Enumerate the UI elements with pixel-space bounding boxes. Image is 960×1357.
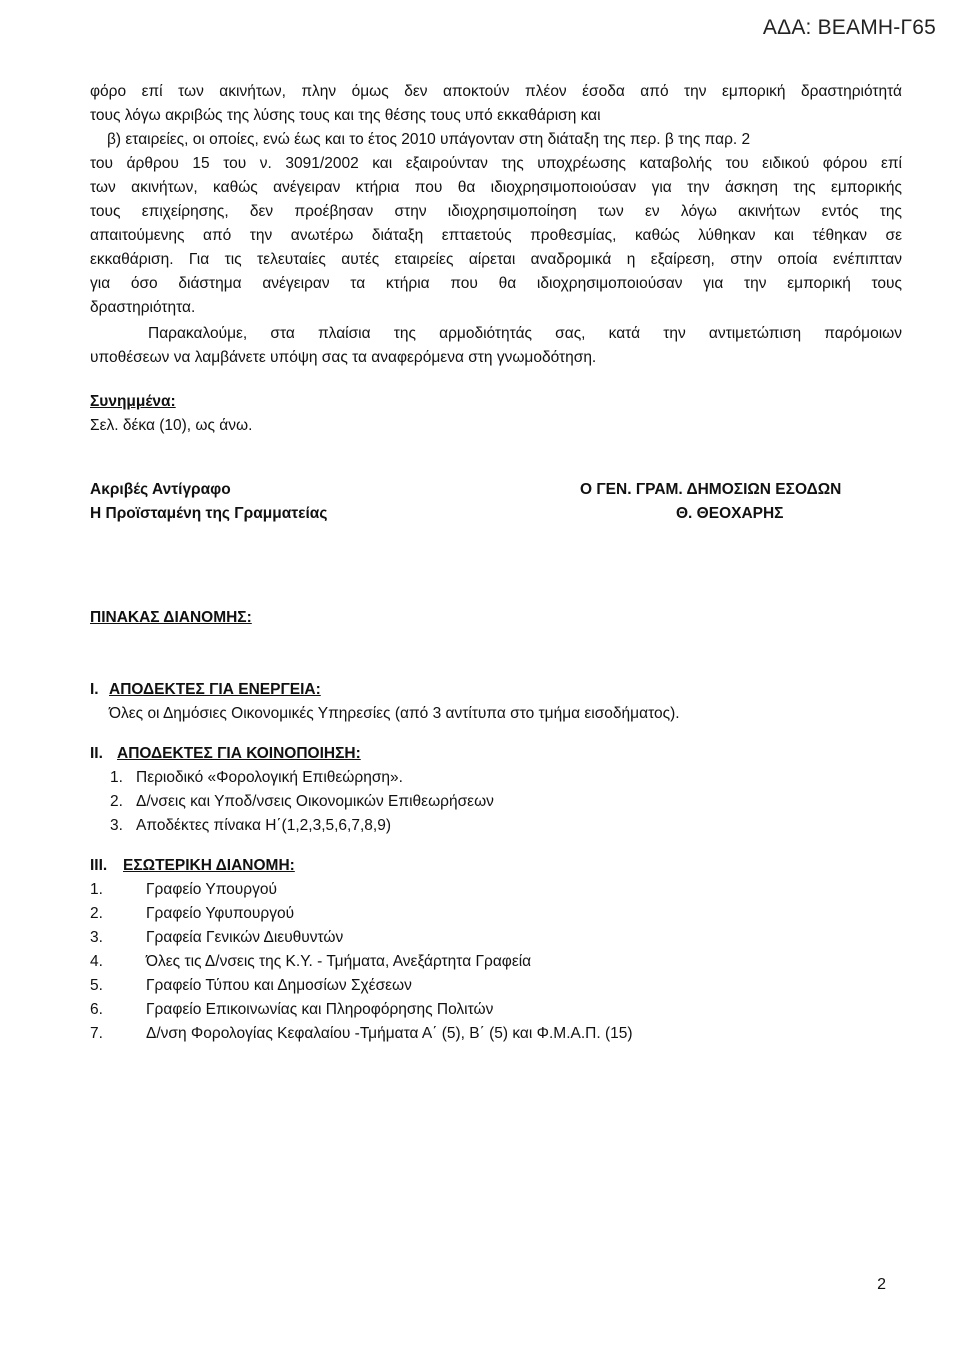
list-text: Δ/νση Φορολογίας Κεφαλαίου -Τμήματα Α΄ (5), Β΄ (5) και Φ.Μ.Α.Π. (15) [146,1025,633,1042]
list-item [90,998,902,1022]
section-number: III. [90,857,108,874]
paragraph-line: φόρο επί των ακινήτων, πλην όμως δεν αποκτούν πλέον έσοδα από την εμπορική δραστηριότητά [90,83,902,100]
distribution-title: ΠΙΝΑΚΑΣ ΔΙΑΝΟΜΗΣ: [90,609,252,626]
list-text: Αποδέκτες πίνακα Η΄(1,2,3,5,6,7,8,9) [136,817,391,834]
paragraph-line: τους λόγω ακριβώς της λύσης τους και της θέσης τους υπό εκκαθάριση και [90,107,601,124]
paragraph-line: των ακινήτων, καθώς ανέγειραν κτήρια που θα ιδιοχρησιμοποιούσαν για την άσκηση της εμπορικής [90,179,902,196]
paragraph-line: του άρθρου 15 του ν. 3091/2002 και εξαιρούνταν της υποχρέωσης καταβολής του ειδικού φόρου επί [90,155,902,172]
signatory-name: Θ. ΘΕΟΧΑΡΗΣ [676,505,784,522]
list-item [90,950,902,974]
paragraph-line: Παρακαλούμε, στα πλαίσια της αρμοδιότητάς σας, κατά την αντιμετώπιση παρόμοιων [148,325,902,342]
list-number: 3. [90,929,103,946]
list-item [90,926,902,950]
document-body [90,80,902,1046]
signature-left [90,478,327,526]
list-item [90,974,902,998]
list-item [90,790,902,814]
section-title: ΕΣΩΤΕΡΙΚΗ ΔΙΑΝΟΜΗ: [123,857,295,874]
list-item [90,766,902,790]
paragraph-line: υποθέσεων να λαμβάνετε υπόψη σας τα αναφερόμενα στη γνωμοδότηση. [90,349,597,366]
list-number: 2. [90,905,103,922]
section-number: II. [90,745,103,762]
list-number: 7. [90,1025,103,1042]
list-number: 1. [90,881,103,898]
section-heading [90,742,902,766]
section-title: ΑΠΟΔΕΚΤΕΣ ΓΙΑ ΕΝΕΡΓΕΙΑ: [109,681,321,698]
list-number: 2. [110,793,123,810]
list-text: Όλες τις Δ/νσεις της Κ.Υ. - Τμήματα, Ανεξάρτητα Γραφεία [146,953,532,970]
list-text: Δ/νσεις και Υποδ/νσεις Οικονομικών Επιθεωρήσεων [136,793,494,810]
list-text: Γραφείο Επικοινωνίας και Πληροφόρησης Πολιτών [146,1001,494,1018]
attachments-text: Σελ. δέκα (10), ως άνω. [90,417,253,434]
list-number: 6. [90,1001,103,1018]
list-number: 1. [110,769,123,786]
paragraph-line: τους επιχείρησης, δεν προέβησαν στην ιδιοχρησιμοποίηση των εν λόγω ακινήτων εντός της [90,203,902,220]
paragraph-line: β) εταιρείες, οι οποίες, ενώ έως και το έτος 2010 υπάγονταν στη διάταξη της περ. β της παρ. 2 [107,131,751,148]
list-text: Περιοδικό «Φορολογική Επιθεώρηση». [136,769,403,786]
paragraph-line: εκκαθάριση. Για τις τελευταίες αυτές εταιρείες αίρεται αναδρομικά η εξαίρεση, στην οποία ενέπιπταν [90,251,902,268]
list-number: 3. [110,817,123,834]
certified-copy-label: Ακριβές Αντίγραφο [90,481,231,498]
list-item [90,902,902,926]
list-text: Γραφεία Γενικών Διευθυντών [146,929,344,946]
list-item [90,814,902,838]
list-item [90,878,902,902]
section-title: ΑΠΟΔΕΚΤΕΣ ΓΙΑ ΚΟΙΝΟΠΟΙΗΣΗ: [117,745,361,762]
secretariat-head-label: Η Προϊσταμένη της Γραμματείας [90,505,328,522]
paragraph-line: δραστηριότητα. [90,299,196,316]
paragraph-line: απαιτούμενης από την ανωτέρω διάταξη επταετούς προθεσμίας, καθώς λύθηκαν και τέθηκαν σε [90,227,902,244]
page-number: 2 [877,1276,886,1293]
ada-code: ΑΔΑ: ΒΕΑΜΗ-Γ65 [762,16,936,39]
section-text: Όλες οι Δημόσιες Οικονομικές Υπηρεσίες (από 3 αντίτυπα στο τμήμα εισοδήματος). [109,705,680,722]
list-item [90,1022,902,1046]
list-number: 5. [90,977,103,994]
list-text: Γραφείο Υφυπουργού [146,905,295,922]
attachments-title: Συνημμένα: [90,393,176,410]
section-number: I. [90,681,99,698]
section-heading [90,678,902,702]
general-secretary-label: Ο ΓΕΝ. ΓΡΑΜ. ΔΗΜΟΣΙΩΝ ΕΣΟΔΩΝ [580,481,842,498]
list-text: Γραφείο Τύπου και Δημοσίων Σχέσεων [146,977,412,994]
list-text: Γραφείο Υπουργού [146,881,277,898]
section-heading [90,854,902,878]
signature-block [90,478,902,526]
paragraph-line: για όσο διάστημα ανέγειραν τα κτήρια που θα ιδιοχρησιμοποιούσαν για την εμπορική τους [90,275,902,292]
signature-right [580,478,902,526]
list-number: 4. [90,953,103,970]
